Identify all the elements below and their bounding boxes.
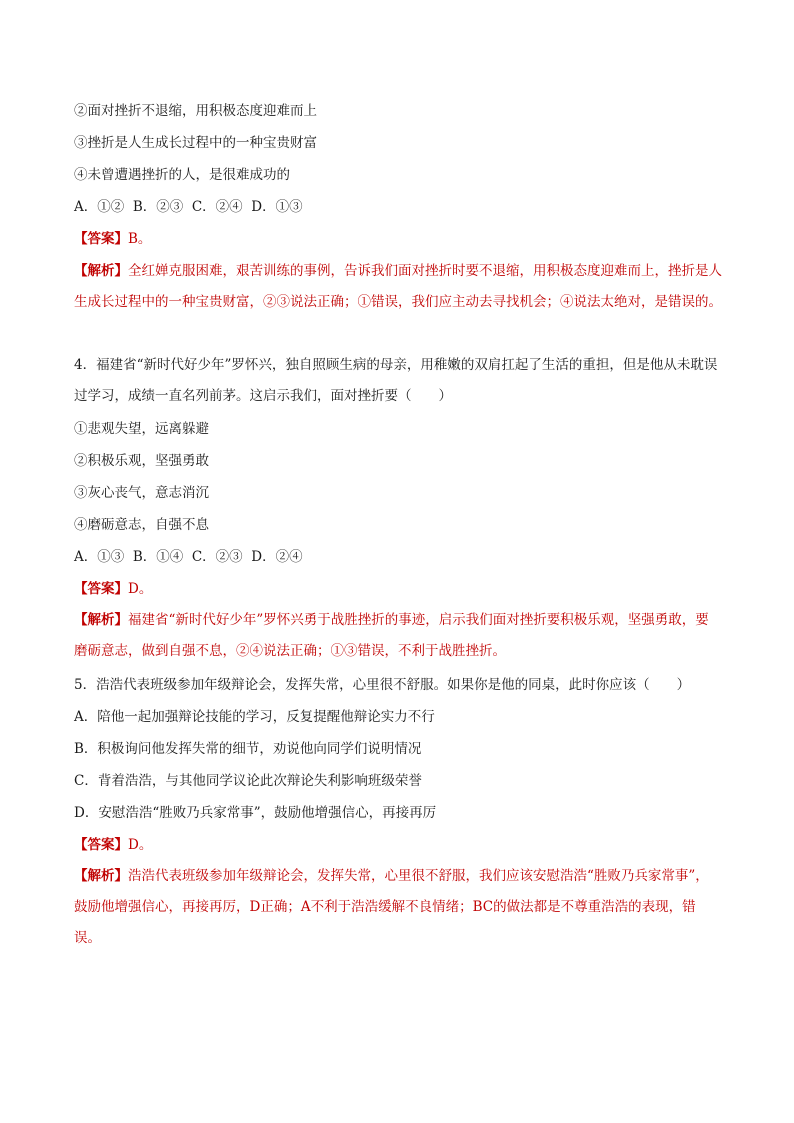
q4-analysis (74, 605, 722, 667)
q3-option-3: ③挫折是人生成长过程中的一种宝贵财富 (74, 135, 317, 151)
q5-stem: 5．浩浩代表班级参加年级辩论会，发挥失常，心里很不舒服。如果你是他的同桌，此时你应该（ ） (74, 677, 691, 693)
answer-value: D。 (128, 581, 153, 597)
answer-value: D。 (128, 837, 153, 853)
analysis-tag: 【解析】 (74, 263, 128, 279)
answer-tag: 【答案】 (74, 581, 128, 597)
q4-option-1: ①悲观失望，远离躲避 (74, 421, 209, 437)
q4-choices: A．①③ B．①④ C．②③ D．②④ (74, 549, 303, 565)
answer-value: B。 (128, 231, 152, 247)
q3-choices: A．①② B．②③ C．②④ D．①③ (74, 199, 303, 215)
q3-option-4: ④未曾遭遇挫折的人，是很难成功的 (74, 167, 290, 183)
q4-option-4: ④磨砺意志，自强不息 (74, 517, 209, 533)
q3-option-2: ②面对挫折不退缩，用积极态度迎难而上 (74, 103, 317, 119)
analysis-text: 全红婵克服困难，艰苦训练的事例，告诉我们面对挫折时要不退缩，用积极态度迎难而上，挫折是人生成长过程中的一种宝贵财富，②③说法正确；①错误，我们应主动去寻找机会；④说法太绝对，是错误的。 (74, 263, 722, 310)
q4-answer (74, 580, 152, 598)
analysis-text: 福建省“新时代好少年”罗怀兴勇于战胜挫折的事迹，启示我们面对挫折要积极乐观，坚强勇敢，要磨砺意志，做到自强不息，②④说法正确；①③错误，不利于战胜挫折。 (74, 612, 709, 659)
answer-tag: 【答案】 (74, 837, 128, 853)
q5-option-b: B．积极询问他发挥失常的细节，劝说他向同学们说明情况 (74, 741, 422, 757)
q3-answer (74, 230, 151, 248)
q5-answer (74, 836, 152, 854)
q5-option-c: C．背着浩浩，与其他同学议论此次辩论失利影响班级荣誉 (74, 773, 422, 789)
q4-option-2: ②积极乐观，坚强勇敢 (74, 453, 209, 469)
analysis-tag: 【解析】 (74, 868, 128, 884)
q5-analysis (74, 861, 722, 954)
q4-stem: 4．福建省“新时代好少年”罗怀兴，独自照顾生病的母亲，用稚嫩的双肩扛起了生活的重担，但是他从未耽误过学习，成绩一直名列前茅。这启示我们，面对挫折要（ ） (74, 357, 718, 404)
q5-option-d: D．安慰浩浩“胜败乃兵家常事”，鼓励他增强信心，再接再厉 (74, 805, 437, 821)
analysis-tag: 【解析】 (74, 612, 128, 628)
analysis-text: 浩浩代表班级参加年级辩论会，发挥失常，心里很不舒服，我们应该安慰浩浩“胜败乃兵家常事”，鼓励他增强信心，再接再厉，D正确；A不利于浩浩缓解不良情绪；BC的做法都是不尊重浩浩的表现，错误。 (74, 868, 709, 946)
q5-option-a: A．陪他一起加强辩论技能的学习，反复提醒他辩论实力不行 (74, 709, 435, 725)
q3-analysis (74, 256, 722, 318)
q4-option-3: ③灰心丧气，意志消沉 (74, 485, 209, 501)
answer-tag: 【答案】 (74, 231, 128, 247)
